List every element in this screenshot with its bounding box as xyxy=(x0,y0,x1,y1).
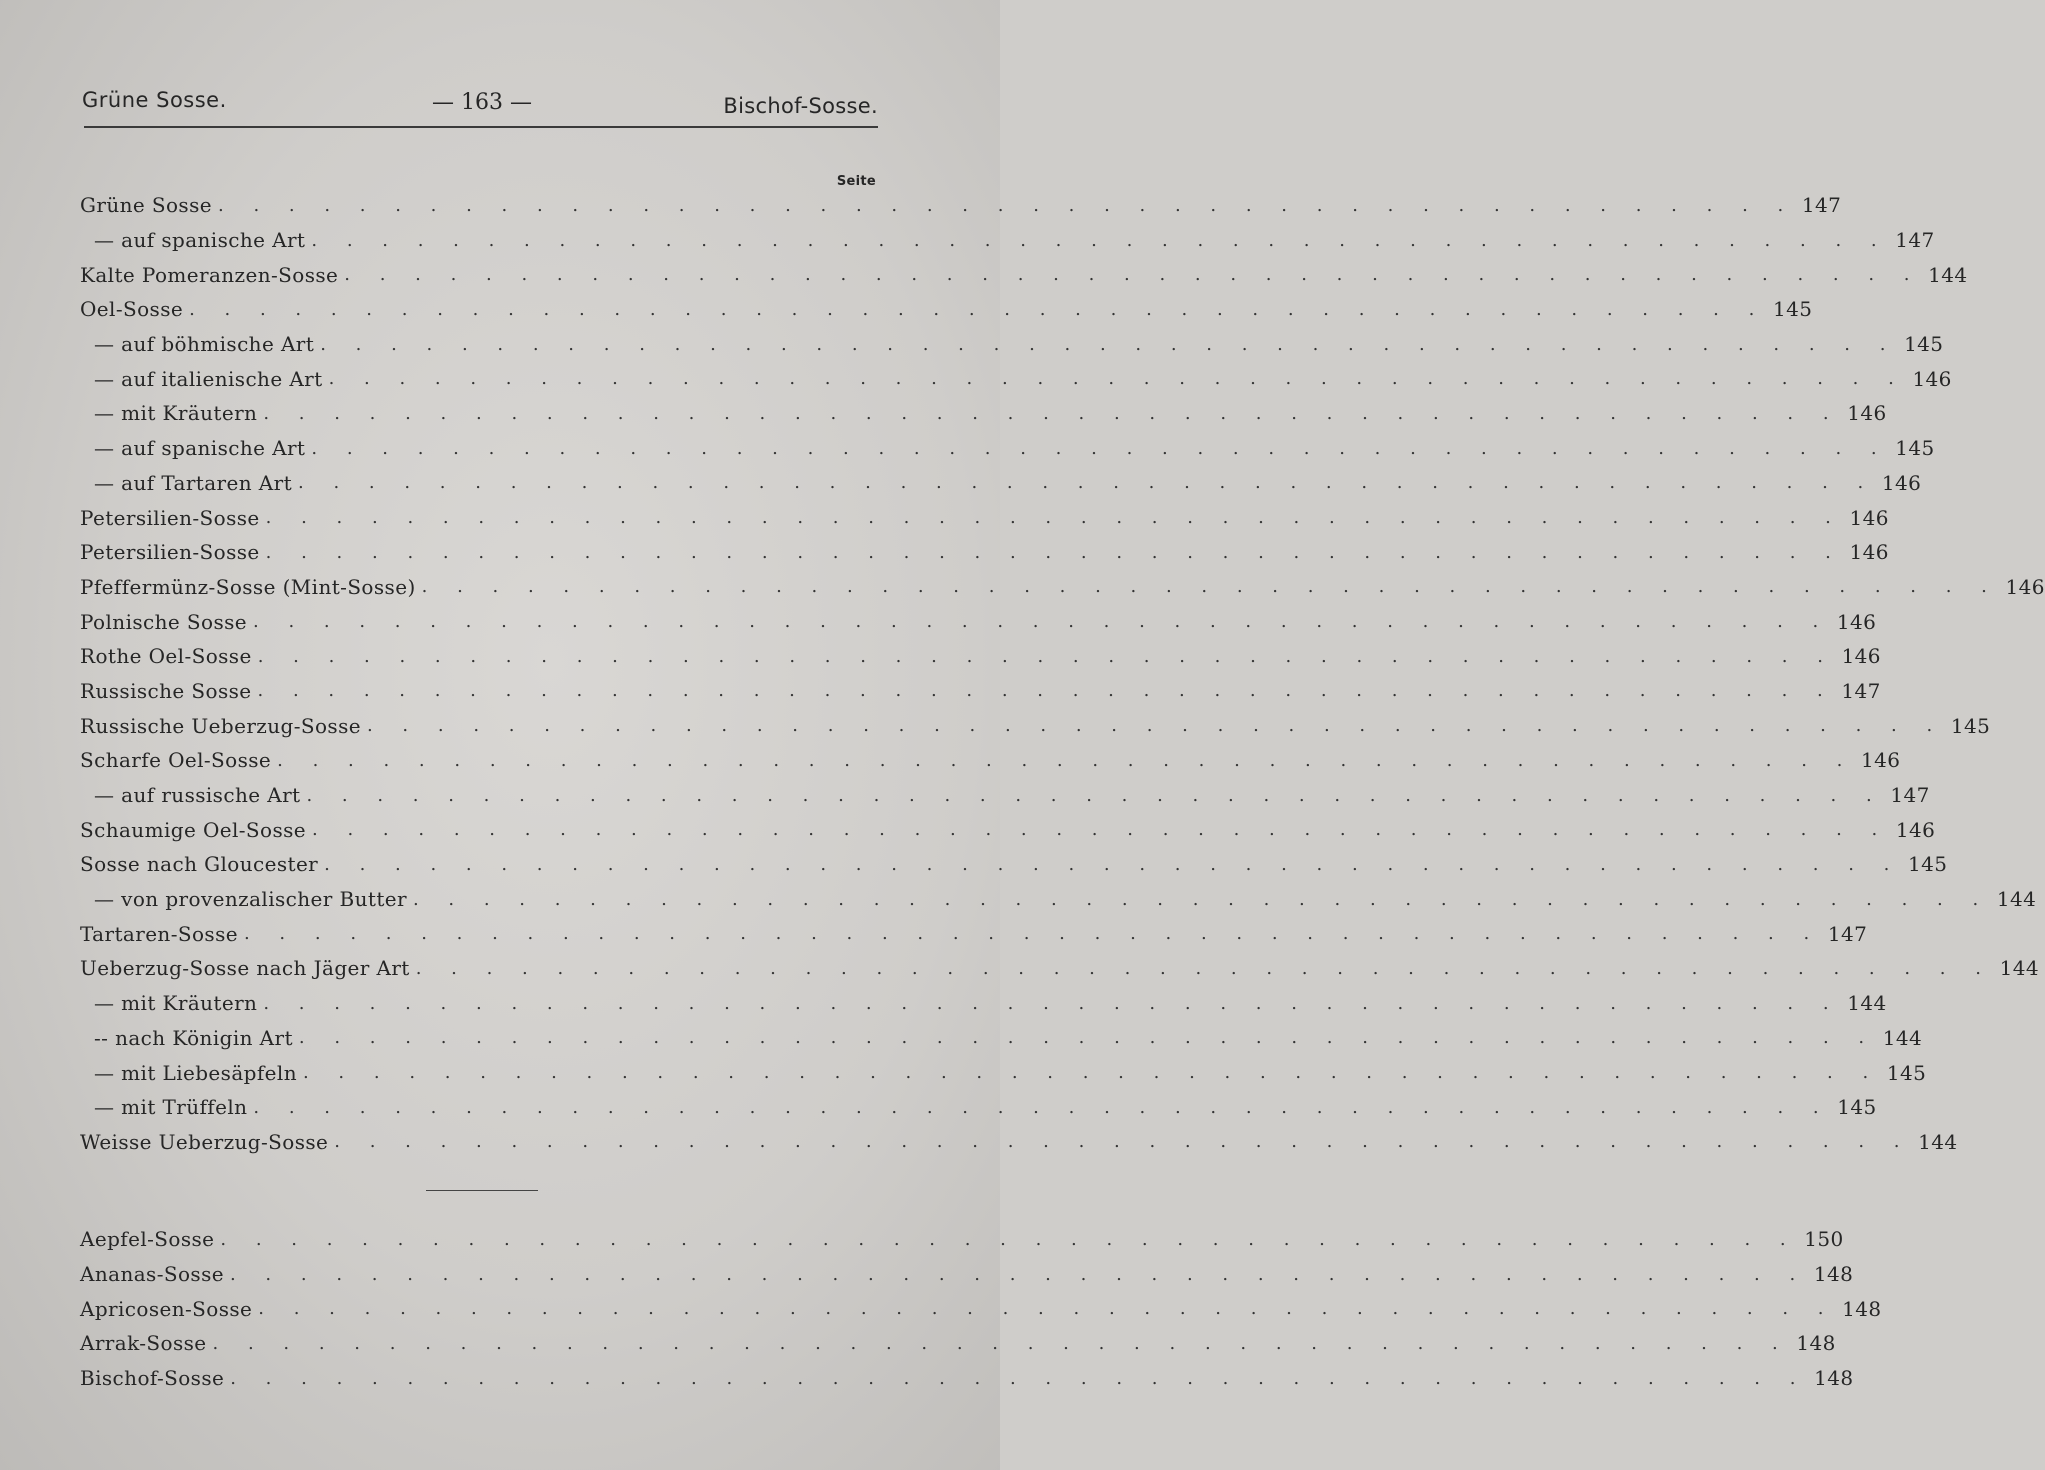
dot-leader: . . . . . . . . . . . . . . . . . . . . . . . . . . . . . . . . . . . . . . . . . . . . . xyxy=(421,576,1999,598)
dot-leader: . . . . . . . . . . . . . . . . . . . . . . . . . . . . . . . . . . . . . . . . . . . . . xyxy=(311,437,1889,459)
entry-page-number: 146 xyxy=(1847,401,1887,426)
dot-leader: . . . . . . . . . . . . . . . . . . . . . . . . . . . . . . . . . . . . . . . . . . . . . xyxy=(320,333,1898,355)
entry-page-number: 145 xyxy=(1950,713,1991,738)
index-entry xyxy=(80,604,1877,639)
entry-label: — auf Tartaren Art xyxy=(94,470,293,495)
dot-leader: . . . . . . . . . . . . . . . . . . . . . . . . . . . . . . . . . . . . . . . . . . . . . xyxy=(415,957,1993,979)
entry-page-number: 148 xyxy=(1814,1366,1854,1391)
entry-label: — auf spanische Art xyxy=(94,228,306,253)
entry-page-number: 146 xyxy=(1861,748,1901,773)
entry-label: Oel-Sosse xyxy=(80,297,184,322)
running-head xyxy=(82,88,878,124)
dot-leader: . . . . . . . . . . . . . . . . . . . . . . . . . . . . . . . . . . . . . . . . . . . . . xyxy=(298,472,1876,494)
page-number: — 163 — xyxy=(432,90,532,115)
entry-label: Weisse Ueberzug-Sosse xyxy=(80,1129,329,1154)
entry-label: Scharfe Oel-Sosse xyxy=(80,748,272,773)
dot-leader: . . . . . . . . . . . . . . . . . . . . . . . . . . . . . . . . . . . . . . . . . . . . . xyxy=(253,611,1831,633)
entry-page-number: 147 xyxy=(1841,678,1881,703)
entry-label: Ananas-Sosse xyxy=(80,1262,224,1287)
entry-page-number: 148 xyxy=(1813,1262,1854,1287)
dot-leader: . . . . . . . . . . . . . . . . . . . . . . . . . . . . . . . . . . . . . . . . . . . . . xyxy=(412,888,1991,910)
index-entry xyxy=(80,1222,1844,1257)
entry-page-number: 146 xyxy=(1849,505,1889,530)
entry-page-number: 144 xyxy=(1847,991,1887,1016)
dot-leader: . . . . . . . . . . . . . . . . . . . . . . . . . . . . . . . . . . . . . . . . . . . . . xyxy=(298,1027,1877,1049)
section-divider xyxy=(426,1190,538,1191)
entry-label: Apricosen-Sosse xyxy=(80,1296,253,1321)
entry-page-number: 144 xyxy=(1996,887,2037,912)
index-entry xyxy=(80,1021,1923,1056)
running-head-left: Grüne Sosse. xyxy=(82,88,227,112)
dot-leader: . . . . . . . . . . . . . . . . . . . . . . . . . . . . . . . . . . . . . . . . . . . . . xyxy=(265,541,1843,563)
index-entry xyxy=(80,847,1948,882)
entry-page-number: 148 xyxy=(1796,1331,1836,1356)
entry-label: Pfeffermünz-Sosse (Mint-Sosse) xyxy=(80,574,416,599)
index-entry xyxy=(80,1055,1927,1090)
entry-label: Rothe Oel-Sosse xyxy=(80,644,252,669)
entry-page-number: 148 xyxy=(1842,1296,1882,1321)
entry-label: Arrak-Sosse xyxy=(80,1331,207,1356)
dot-leader: . . . . . . . . . . . . . . . . . . . . . . . . . . . . . . . . . . . . . . . . . . . . . xyxy=(257,645,1835,667)
entry-label: Polnische Sosse xyxy=(80,609,248,634)
column-label-seite: Seite xyxy=(836,174,876,189)
entry-page-number: 147 xyxy=(1895,228,1935,253)
entry-page-number: 144 xyxy=(1918,1129,1958,1154)
entry-label: Russische Sosse xyxy=(80,678,252,703)
index-list-sweet xyxy=(80,1222,1882,1395)
dot-leader: . . . . . . . . . . . . . . . . . . . . . . . . . . . . . . . . . . . . . . . . . . . . . xyxy=(257,680,1835,702)
dot-leader: . . . . . . . . . . . . . . . . . . . . . . . . . . . . . . . . . . . . . . . . . . . . . xyxy=(312,819,1890,841)
dot-leader: . . . . . . . . . . . . . . . . . . . . . . . . . . . . . . . . . . . . . . . . . . . . . xyxy=(258,1298,1836,1320)
entry-page-number: 146 xyxy=(1912,366,1952,391)
entry-label: — mit Liebesäpfeln xyxy=(94,1060,297,1085)
entry-page-number: 145 xyxy=(1886,1060,1927,1085)
index-entry xyxy=(80,292,1813,327)
index-entry xyxy=(80,188,1842,223)
entry-label: Petersilien-Sosse xyxy=(80,505,260,530)
dot-leader: . . . . . . . . . . . . . . . . . . . . . . . . . . . . . . . . . . . . . . . . . . . . . xyxy=(311,229,1889,251)
index-entry xyxy=(80,535,1889,570)
entry-label: — mit Kräutern xyxy=(94,991,258,1016)
entry-page-number: 144 xyxy=(1882,1025,1923,1050)
dot-leader: . . . . . . . . . . . . . . . . . . . . . . . . . . . . . . . . . . . . . . . . . . . . . xyxy=(324,853,1902,875)
index-entry xyxy=(80,812,1936,847)
index-entry xyxy=(80,431,1935,466)
entry-page-number: 150 xyxy=(1804,1227,1844,1252)
entry-label: -- nach Königin Art xyxy=(94,1025,293,1050)
dot-leader: . . . . . . . . . . . . . . . . . . . . . . . . . . . . . . . . . . . . . . . . . . . . . xyxy=(243,923,1822,945)
index-entry xyxy=(80,466,1922,501)
entry-label: — mit Kräutern xyxy=(94,401,258,426)
index-entry xyxy=(80,1125,1958,1160)
index-entry xyxy=(80,257,1968,292)
entry-label: Kalte Pomeranzen-Sosse xyxy=(80,262,339,287)
running-head-right: Bischof-Sosse. xyxy=(723,94,878,118)
entry-page-number: 146 xyxy=(1841,644,1881,669)
index-entry xyxy=(80,743,1901,778)
entry-page-number: 146 xyxy=(1836,609,1877,634)
index-entry xyxy=(80,882,2037,917)
dot-leader: . . . . . . . . . . . . . . . . . . . . . . . . . . . . . . . . . . . . . . . . . . . . . xyxy=(189,298,1767,320)
dot-leader: . . . . . . . . . . . . . . . . . . . . . . . . . . . . . . . . . . . . . . . . . . . . . xyxy=(263,992,1841,1014)
index-entry xyxy=(80,986,1887,1021)
entry-page-number: 146 xyxy=(1881,470,1922,495)
dot-leader: . . . . . . . . . . . . . . . . . . . . . . . . . . . . . . . . . . . . . . . . . . . . . xyxy=(306,784,1884,806)
index-entry xyxy=(80,1090,1877,1125)
entry-page-number: 147 xyxy=(1827,921,1868,946)
entry-page-number: 147 xyxy=(1801,193,1842,218)
entry-label: Grüne Sosse xyxy=(80,193,212,218)
dot-leader: . . . . . . . . . . . . . . . . . . . . . . . . . . . . . . . . . . . . . . . . . . . . . xyxy=(277,749,1855,771)
entry-label: Aepfel-Sosse xyxy=(80,1227,215,1252)
entry-label: — auf spanische Art xyxy=(94,436,306,461)
entry-label: Petersilien-Sosse xyxy=(80,540,260,565)
index-entry xyxy=(80,1326,1836,1361)
entry-label: — auf böhmische Art xyxy=(94,332,315,357)
dot-leader: . . . . . . . . . . . . . . . . . . . . . . . . . . . . . . . . . . . . . . . . . . . . . xyxy=(218,194,1796,216)
index-entry xyxy=(80,674,1881,709)
entry-label: — von provenzalischer Butter xyxy=(94,887,407,912)
dot-leader: . . . . . . . . . . . . . . . . . . . . . . . . . . . . . . . . . . . . . . . . . . . . . xyxy=(302,1062,1881,1084)
dot-leader: . . . . . . . . . . . . . . . . . . . . . . . . . . . . . . . . . . . . . . . . . . . . . xyxy=(328,368,1906,390)
entry-label: Tartaren-Sosse xyxy=(80,921,238,946)
entry-page-number: 144 xyxy=(1928,262,1968,287)
dot-leader: . . . . . . . . . . . . . . . . . . . . . . . . . . . . . . . . . . . . . . . . . . . . . xyxy=(265,507,1843,529)
index-entry xyxy=(80,223,1935,258)
entry-label: — auf italienische Art xyxy=(94,366,323,391)
index-entry xyxy=(80,1291,1882,1326)
entry-page-number: 146 xyxy=(1849,540,1889,565)
index-entry xyxy=(80,1361,1854,1396)
dot-leader: . . . . . . . . . . . . . . . . . . . . . . . . . . . . . . . . . . . . . . . . . . . . . xyxy=(229,1263,1808,1285)
entry-page-number: 145 xyxy=(1908,852,1948,877)
index-entry xyxy=(80,916,1868,951)
index-entry xyxy=(80,951,2039,986)
entry-label: Bischof-Sosse xyxy=(80,1366,225,1391)
entry-label: — mit Trüffeln xyxy=(94,1095,248,1120)
index-list-savory xyxy=(80,188,2045,1159)
entry-label: Ueberzug-Sosse nach Jäger Art xyxy=(80,956,410,981)
entry-label: — auf russische Art xyxy=(94,783,301,808)
header-rule xyxy=(84,126,878,128)
index-entry xyxy=(80,396,1887,431)
entry-label: Russische Ueberzug-Sosse xyxy=(80,713,361,738)
index-entry xyxy=(80,778,1930,813)
entry-page-number: 145 xyxy=(1837,1095,1877,1120)
index-entry xyxy=(80,708,1991,743)
entry-label: Sosse nach Gloucester xyxy=(80,852,319,877)
dot-leader: . . . . . . . . . . . . . . . . . . . . . . . . . . . . . . . . . . . . . . . . . . . . . xyxy=(212,1332,1790,1354)
dot-leader: . . . . . . . . . . . . . . . . . . . . . . . . . . . . . . . . . . . . . . . . . . . . . xyxy=(263,402,1841,424)
dot-leader: . . . . . . . . . . . . . . . . . . . . . . . . . . . . . . . . . . . . . . . . . . . . . xyxy=(366,715,1945,737)
entry-page-number: 144 xyxy=(1999,956,2039,981)
dot-leader: . . . . . . . . . . . . . . . . . . . . . . . . . . . . . . . . . . . . . . . . . . . . . xyxy=(344,264,1922,286)
index-entry xyxy=(80,361,1952,396)
index-entry xyxy=(80,327,1944,362)
dot-leader: . . . . . . . . . . . . . . . . . . . . . . . . . . . . . . . . . . . . . . . . . . . . . xyxy=(334,1131,1912,1153)
entry-page-number: 145 xyxy=(1895,436,1935,461)
dot-leader: . . . . . . . . . . . . . . . . . . . . . . . . . . . . . . . . . . . . . . . . . . . . . xyxy=(253,1096,1831,1118)
index-entry xyxy=(80,500,1889,535)
entry-page-number: 147 xyxy=(1890,783,1930,808)
index-entry xyxy=(80,1257,1854,1292)
entry-page-number: 145 xyxy=(1904,332,1944,357)
entry-page-number: 146 xyxy=(1895,817,1936,842)
index-entry xyxy=(80,639,1881,674)
entry-label: Schaumige Oel-Sosse xyxy=(80,817,307,842)
dot-leader: . . . . . . . . . . . . . . . . . . . . . . . . . . . . . . . . . . . . . . . . . . . . . xyxy=(230,1367,1808,1389)
entry-page-number: 146 xyxy=(2005,574,2045,599)
index-entry xyxy=(80,570,2045,605)
entry-page-number: 145 xyxy=(1772,297,1813,322)
dot-leader: . . . . . . . . . . . . . . . . . . . . . . . . . . . . . . . . . . . . . . . . . . . . . xyxy=(220,1228,1798,1250)
